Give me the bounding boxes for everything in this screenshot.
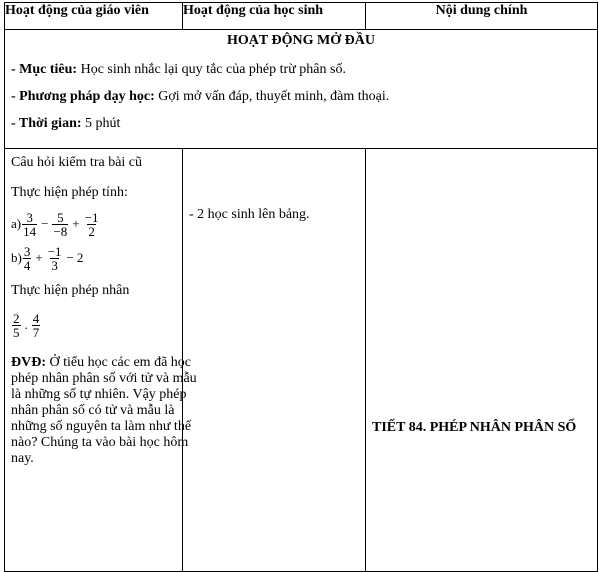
operator: + — [72, 216, 80, 231]
intro-title: HOẠT ĐỘNG MỞ ĐẦU — [227, 33, 375, 48]
teacher-activity-cell — [5, 149, 197, 572]
expression-a — [11, 207, 176, 241]
objective-text: Học sinh nhắc lại quy tắc của phép trừ phân số. — [77, 62, 346, 77]
check-question-text: Câu hỏi kiểm tra bài cũ — [11, 155, 143, 170]
operator: − — [41, 216, 49, 231]
student-activity-cell — [183, 149, 366, 572]
time-text: 5 phút — [81, 116, 121, 131]
method-text: Gợi mở vấn đáp, thuyết minh, đàm thoại. — [154, 89, 390, 104]
objective-label: - Mục tiêu: — [11, 62, 78, 77]
intro-row — [5, 30, 598, 149]
student-activity-text: - 2 học sinh lên bảng. — [189, 207, 310, 222]
expression-b-label: b) — [11, 250, 22, 265]
time-line — [11, 116, 591, 134]
compute-task-text: Thực hiện phép tính: — [11, 185, 128, 200]
operator: − — [66, 250, 74, 265]
integer-term: 2 — [76, 250, 84, 265]
header-main-content: Nội dung chính — [366, 3, 598, 30]
operator: . — [24, 317, 28, 332]
method-line — [11, 89, 591, 107]
fraction: $\frac{5}{-8}$ — [53, 209, 68, 239]
method-label: - Phương pháp dạy học: — [11, 89, 155, 104]
activity-row — [5, 149, 598, 572]
operator: + — [35, 250, 43, 265]
fraction: $\frac{-1}{2}$ — [84, 209, 99, 239]
fraction: $\frac{2}{5}$ — [13, 310, 20, 340]
multiply-task-text: Thực hiện phép nhân — [11, 283, 130, 298]
lesson-title: TIẾT 84. PHÉP NHÂN PHÂN SỐ — [372, 420, 577, 435]
fraction: $\frac{4}{7}$ — [32, 310, 40, 340]
fraction: $\frac{3}{4}$ — [23, 243, 31, 273]
time-label: - Thời gian: — [11, 116, 82, 131]
header-teacher-activity: Hoạt động của giáo viên — [5, 3, 183, 30]
fraction: $\frac{-1}{3}$ — [47, 243, 62, 273]
intro-cell — [5, 30, 598, 149]
expression-a-label: a) — [11, 216, 22, 231]
objective-line — [11, 62, 591, 80]
expression-c — [11, 305, 176, 345]
fraction: $\frac{3}{14}$ — [23, 209, 37, 239]
problem-statement-text: Ở tiểu học các em đã học phép nhân phân số với tử và mẫu là những số tự nhiên. Vậy phép nhân phân số có tử và mẫu là những số nguyên ta làm như thế nào? Chúng ta vào bài học hôm nay. — [11, 355, 197, 466]
problem-statement-label: ĐVĐ: — [11, 355, 46, 370]
header-row — [5, 3, 598, 30]
lesson-plan-table — [4, 2, 598, 572]
main-content-cell — [366, 149, 598, 572]
expression-b — [11, 241, 176, 275]
problem-statement — [11, 355, 201, 467]
header-student-activity: Hoạt động của học sinh — [183, 3, 366, 30]
